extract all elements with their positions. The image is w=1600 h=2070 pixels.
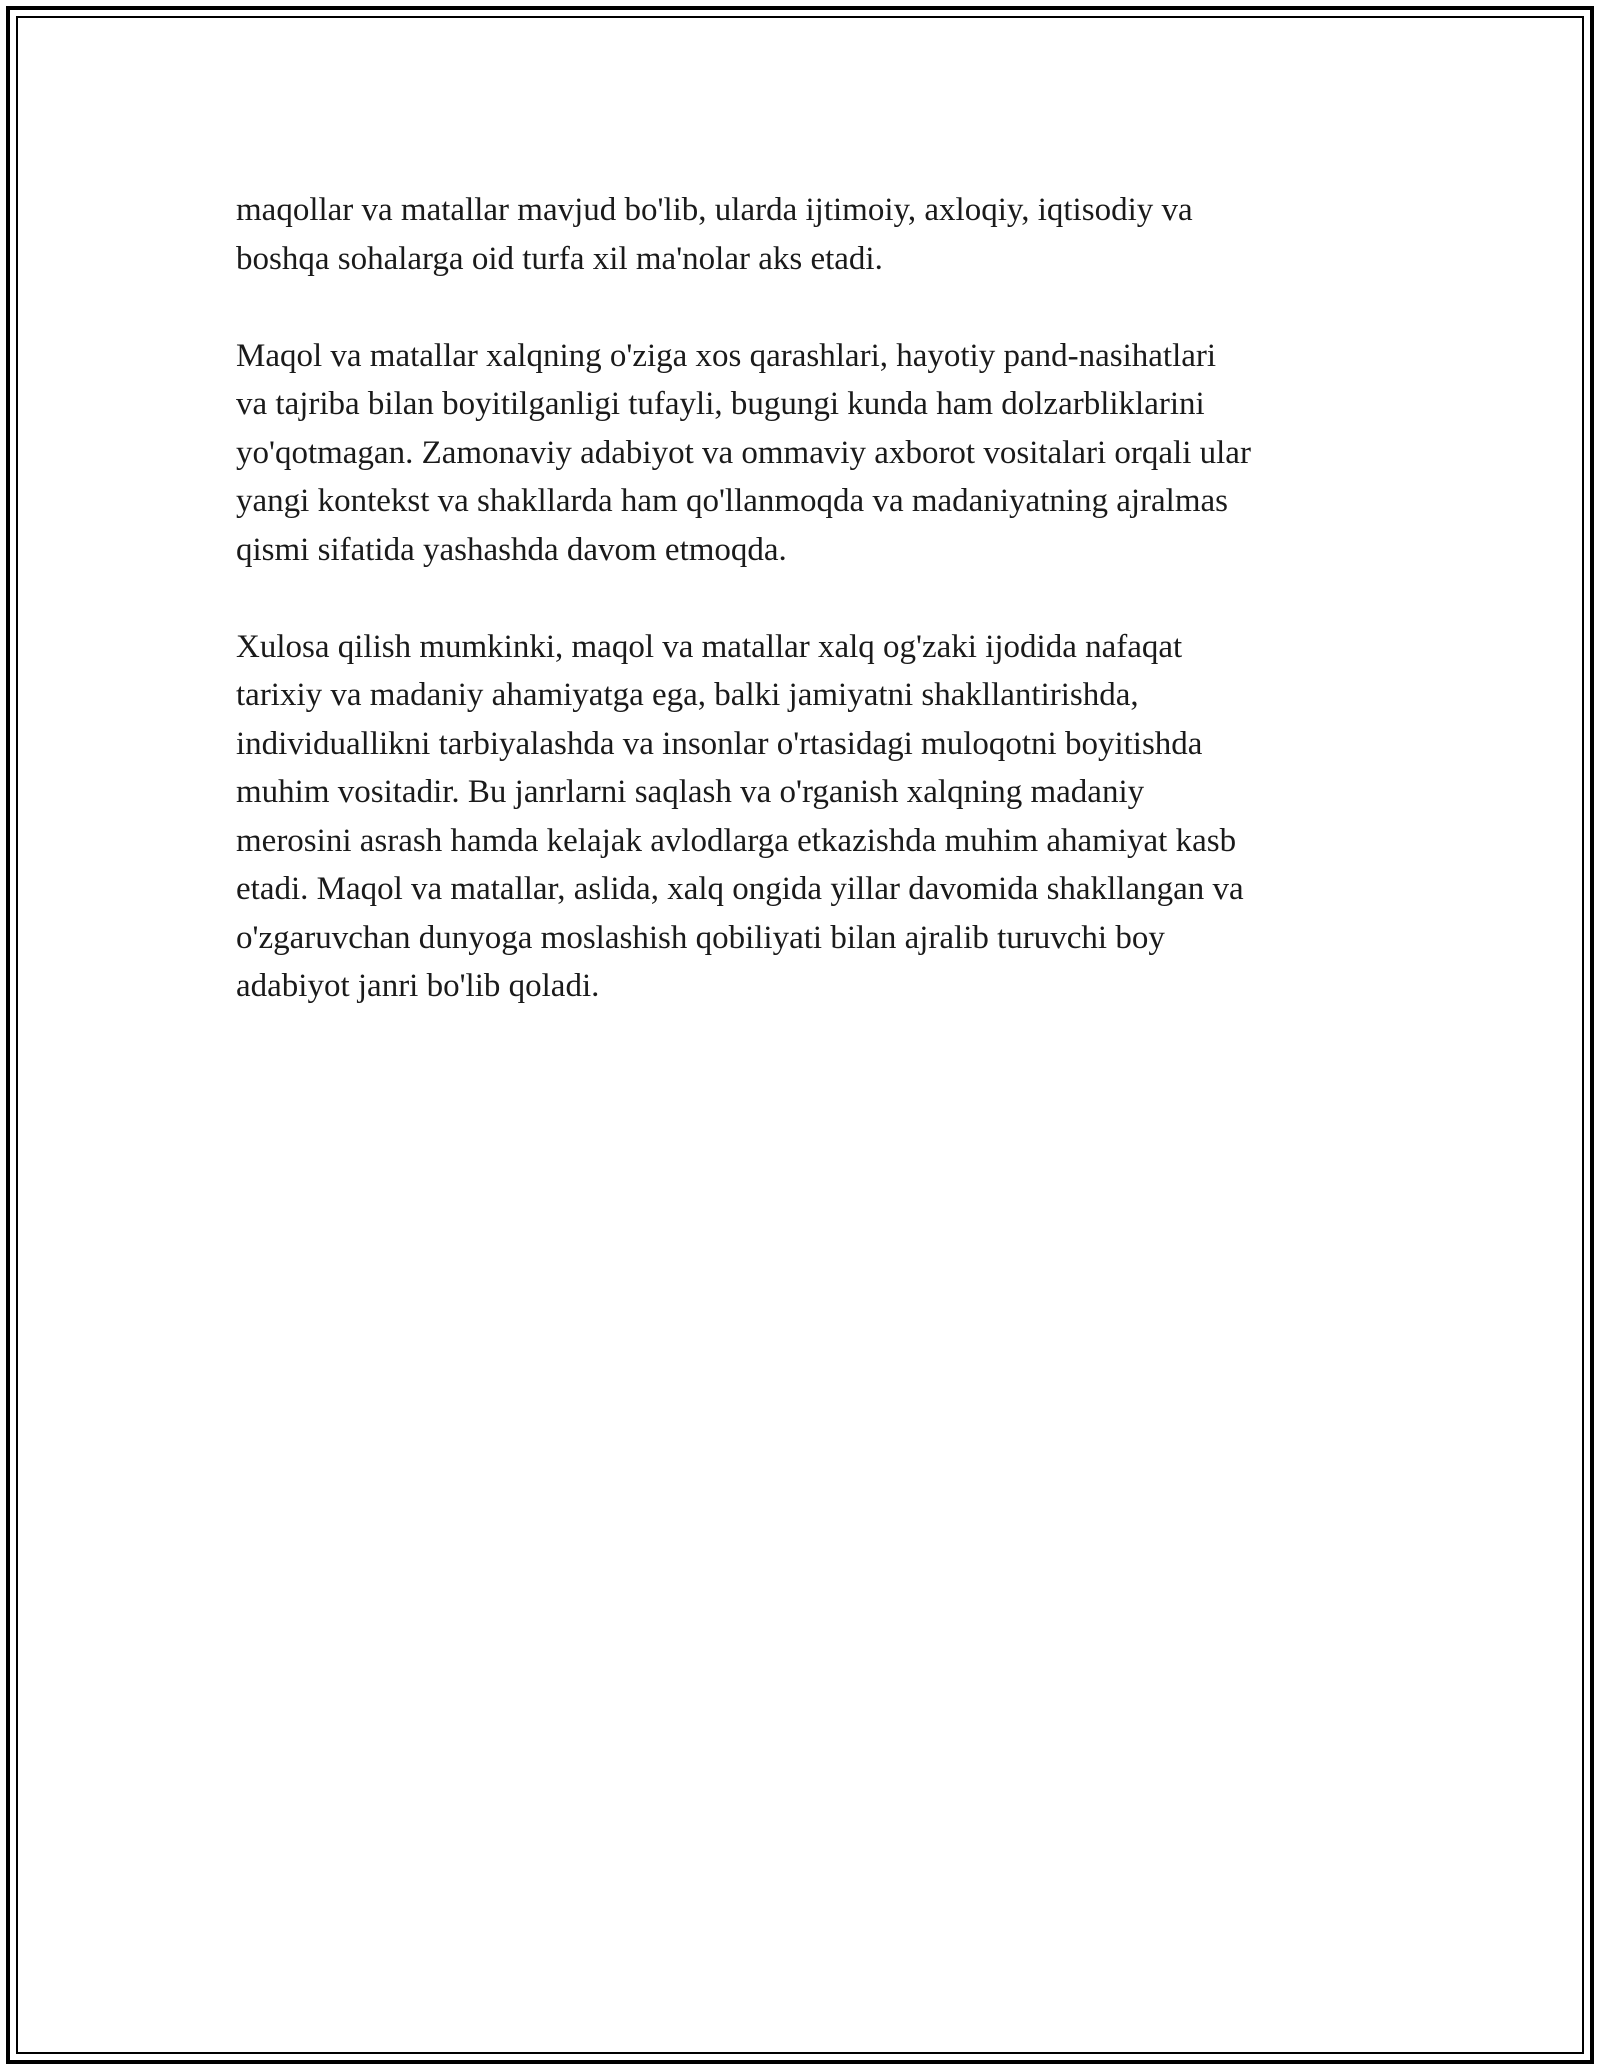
text-line: etadi. Maqol va matallar, aslida, xalq ongida yillar davomida shakllangan va xyxy=(236,871,1244,907)
document-body xyxy=(236,186,1396,1059)
text-line: o'zgaruvchan dunyoga moslashish qobiliyati bilan ajralib turuvchi boy xyxy=(236,919,1165,956)
paragraph-3 xyxy=(236,623,1396,1011)
text-line: boshqa sohalarga oid turfa xil ma'nolar aks etadi. xyxy=(236,240,883,277)
text-line: individuallikni tarbiyalashda va insonlar o'rtasidagi muloqotni boyitishda xyxy=(236,725,1203,762)
text-line: qismi sifatida yashashda davom etmoqda. xyxy=(236,531,787,568)
text-line: merosini asrash hamda kelajak avlodlarga etkazishda muhim ahamiyat kasb xyxy=(236,822,1237,859)
text-line: adabiyot janri bo'lib qoladi. xyxy=(236,968,600,1004)
text-line: yo'qotmagan. Zamonaviy adabiyot va ommaviy axborot vositalari orqali ular xyxy=(236,434,1251,471)
paragraph-1 xyxy=(236,186,1396,283)
text-line: Maqol va matallar xalqning o'ziga xos qarashlari, hayotiy pand-nasihatlari xyxy=(236,337,1217,374)
text-line: Xulosa qilish mumkinki, maqol va matallar xalq og'zaki ijodida nafaqat xyxy=(236,628,1183,665)
text-line: muhim vositadir. Bu janrlarni saqlash va o'rganish xalqning madaniy xyxy=(236,774,1145,810)
text-line: yangi kontekst va shakllarda ham qo'llanmoqda va madaniyatning ajralmas xyxy=(236,483,1228,519)
paragraph-2 xyxy=(236,332,1396,575)
text-line: maqollar va matallar mavjud bo'lib, ularda ijtimoiy, axloqiy, iqtisodiy va xyxy=(236,192,1193,228)
text-line: tarixiy va madaniy ahamiyatga ega, balki jamiyatni shakllantirishda, xyxy=(236,677,1139,713)
text-line: va tajriba bilan boyitilganligi tufayli, bugungi kunda ham dolzarbliklarini xyxy=(236,386,1205,422)
